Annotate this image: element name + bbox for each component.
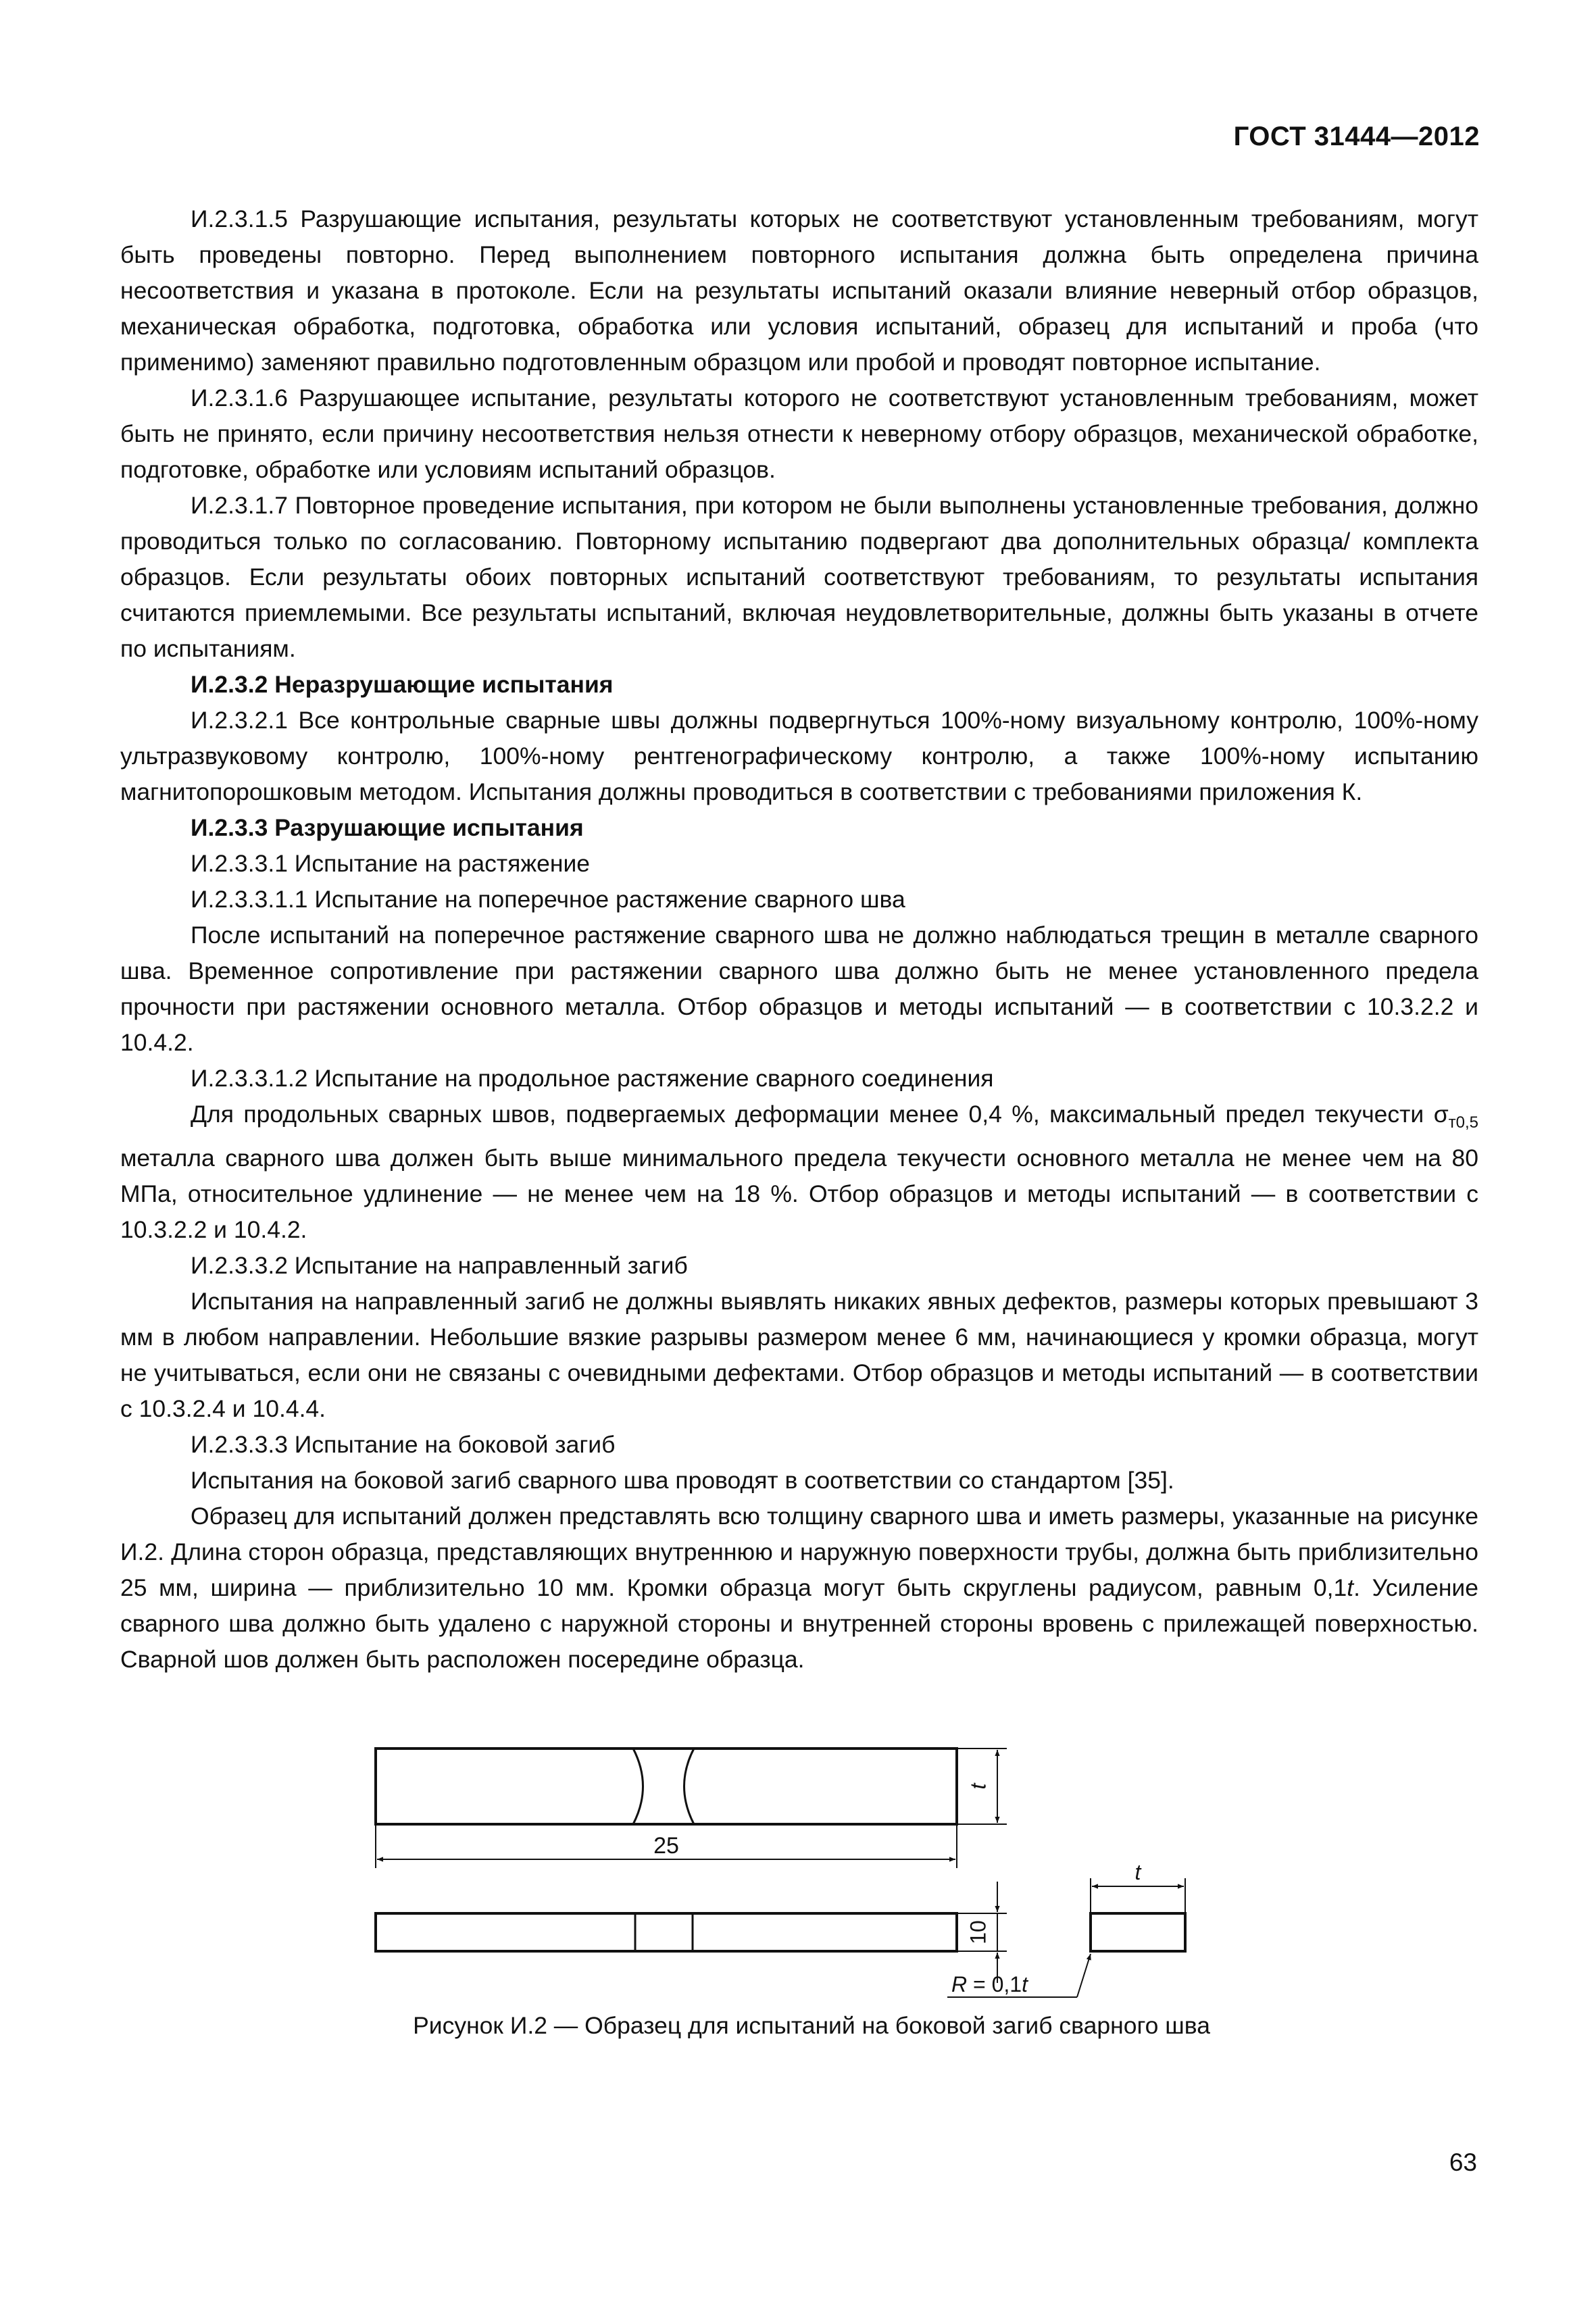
paragraph: И.2.3.3.1.2 Испытание на продольное растяжение сварного соединения bbox=[191, 1065, 994, 1092]
paragraph-yield-strength bbox=[120, 1097, 1478, 1248]
paragraph: И.2.3.3.1 Испытание на растяжение bbox=[191, 850, 591, 877]
figure-caption: Рисунок И.2 — Образец для испытаний на боковой загиб сварного шва bbox=[413, 2012, 1210, 2039]
radius-equals: = 0,1 bbox=[967, 1972, 1022, 1996]
paragraph: И.2.3.1.5 Разрушающие испытания, результаты которых не соответствуют установленным требованиям, могут быть проведены повторно. Перед выполнением повторного испытания должна быть определена причина несоответствия и указана в протоколе. Если на результаты испытаний оказали влияние неверный отбор образцов, механическая обработка, подготовка, обработка или условия испытаний, образец для испытаний и проба (что применимо) заменяют правильно подготовленным образцом или пробой и проводят повторное испытание. bbox=[120, 205, 1478, 376]
paragraph-specimen bbox=[120, 1499, 1478, 1678]
radius-t: t bbox=[1022, 1972, 1028, 1996]
specimen-side-view bbox=[376, 1913, 957, 1951]
thickness-symbol: t bbox=[1347, 1574, 1354, 1601]
specimen-top-view bbox=[376, 1749, 957, 1824]
paragraph: И.2.3.3.2 Испытание на направленный загиб bbox=[191, 1252, 688, 1279]
figure-side-bend-specimen bbox=[365, 1730, 1243, 2000]
text-run: . Усиление сварного шва должно быть удалено с наружной стороны и внутренней стороны вровень с прилежащей поверхностью. Сварной шов должен быть расположен посередине образца. bbox=[120, 1574, 1479, 1673]
paragraph: И.2.3.3.1.1 Испытание на поперечное растяжение сварного шва bbox=[191, 886, 905, 913]
paragraph: Испытания на боковой загиб сварного шва проводят в соответствии со стандартом [35]. bbox=[191, 1467, 1174, 1494]
sigma-symbol: σ bbox=[1433, 1101, 1449, 1128]
paragraph: И.2.3.3.3 Испытание на боковой загиб bbox=[191, 1431, 616, 1458]
radius-leader bbox=[1077, 1954, 1091, 1997]
dimension-label-t: t bbox=[966, 1783, 991, 1790]
paragraph: И.2.3.2.1 Все контрольные сварные швы должны подвергнуться 100%-ному визуальному контролю, 100%-ному ультразвуковому контролю, 100%-ному рентгенографическому контролю, а также 100%-ному испытанию магнитопорошковым методом. Испытания должны проводиться в соответствии с требованиями приложения К. bbox=[120, 707, 1478, 805]
page-number: 63 bbox=[1449, 2148, 1477, 2176]
text-run: Для продольных сварных швов, подвергаемых деформации менее 0,4 %, максимальный предел текучести bbox=[191, 1101, 1434, 1128]
paragraph: И.2.3.1.6 Разрушающее испытание, результаты которого не соответствуют установленным требованиям, может быть не принято, если причину несоответствия нельзя отнести к неверному отбору образцов, механической обработке, подготовке, обработке или условиям испытаний образцов. bbox=[120, 384, 1478, 483]
section-heading: И.2.3.3 Разрушающие испытания bbox=[191, 814, 584, 841]
text-run: Образец для испытаний должен представлять всю толщину сварного шва и иметь размеры, указанные на рисунке И.2. Длина сторон образца, представляющих внутреннюю и наружную поверхности трубы, должна быть приблизительно 25 мм, ширина — приблизительно 10 мм. Кромки образца могут быть скруглены радиусом, равным 0,1 bbox=[120, 1503, 1478, 1601]
weld-line-left bbox=[633, 1749, 643, 1824]
dimension-label-25: 25 bbox=[653, 1833, 679, 1859]
paragraph: И.2.3.1.7 Повторное проведение испытания, при котором не были выполнены установленные требования, должно проводиться только по согласованию. Повторному испытанию подвергают два дополнительных образца/ комплекта образцов. Если результаты обоих повторных испытаний соответствуют требованиям, то результаты испытания считаются приемлемыми. Все результаты испытаний, включая неудовлетворительные, должны быть указаны в отчете по испытаниям. bbox=[120, 492, 1478, 662]
paragraph: Испытания на направленный загиб не должны выявлять никаких явных дефектов, размеры которых превышают 3 мм в любом направлении. Небольшие вязкие разрывы размером менее 6 мм, начинающиеся у кромки образца, могут не учитываться, если они не связаны с очевидными дефектами. Отбор образцов и методы испытаний — в соответствии с 10.3.2.4 и 10.4.4. bbox=[120, 1288, 1478, 1422]
sigma-subscript: т0,5 bbox=[1448, 1113, 1478, 1132]
radius-label bbox=[951, 1972, 1028, 1996]
text-run: металла сварного шва должен быть выше минимального предела текучести основного металла не менее чем на 80 МПа, относительное удлинение — не менее чем на 18 %. Отбор образцов и методы испытаний — в соответствии с 10.3.2.2 и 10.4.2. bbox=[120, 1145, 1478, 1243]
specimen-cross-section bbox=[1091, 1913, 1185, 1951]
document-body bbox=[120, 201, 1478, 1678]
paragraph: После испытаний на поперечное растяжение сварного шва не должно наблюдаться трещин в металле сварного шва. Временное сопротивление при растяжении сварного шва должно быть не менее установленного предела прочности при растяжении основного металла. Отбор образцов и методы испытаний — в соответствии с 10.3.2.2 и 10.4.2. bbox=[120, 922, 1478, 1056]
section-heading: И.2.3.2 Неразрушающие испытания bbox=[191, 671, 614, 698]
weld-line-right bbox=[684, 1749, 695, 1824]
dimension-label-t-section: t bbox=[1134, 1860, 1141, 1884]
dimension-label-10: 10 bbox=[966, 1920, 991, 1944]
document-code: ГОСТ 31444—2012 bbox=[1233, 122, 1480, 151]
radius-symbol: R bbox=[951, 1972, 968, 1996]
specimen-drawing bbox=[365, 1730, 1243, 2000]
